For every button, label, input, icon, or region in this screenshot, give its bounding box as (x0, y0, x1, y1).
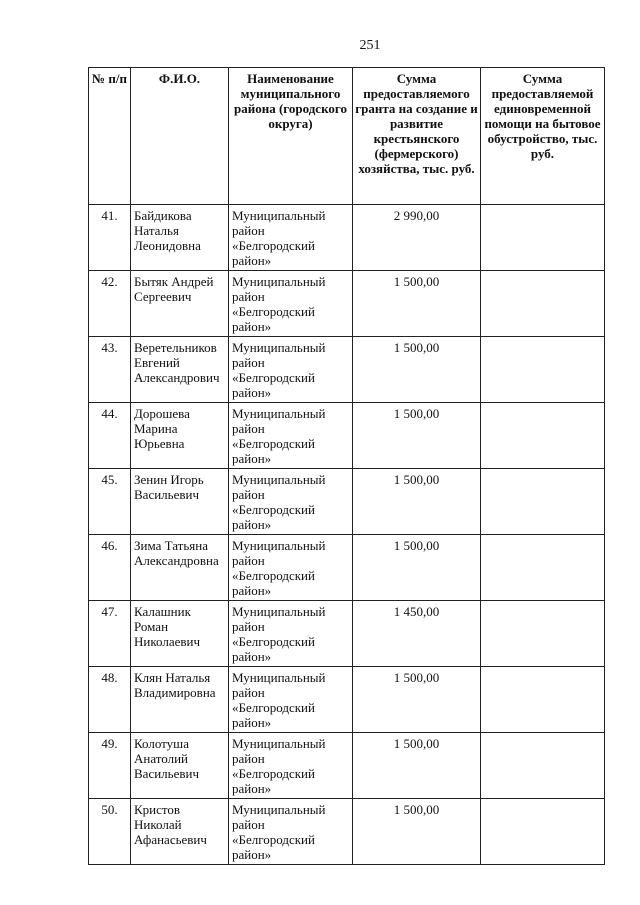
row-num-cell: 41. (89, 205, 131, 271)
row-grant-cell: 1 500,00 (353, 469, 481, 535)
row-district-cell: Муниципальный район «Белгородский район» (229, 271, 353, 337)
table-row (89, 205, 605, 271)
row-district-cell: Муниципальный район «Белгородский район» (229, 733, 353, 799)
row-aid-cell (481, 799, 605, 865)
row-district-cell: Муниципальный район «Белгородский район» (229, 601, 353, 667)
row-num-cell: 48. (89, 667, 131, 733)
table-row (89, 403, 605, 469)
header-grant: Сумма предоставляемого гранта на создание и развитие крестьянского (фермерского) хозяйства, тыс. руб. (353, 68, 481, 205)
header-fio: Ф.И.О. (131, 68, 229, 205)
row-grant-cell: 1 500,00 (353, 733, 481, 799)
table-row (89, 337, 605, 403)
row-fio-cell: Кристов Николай Афанасьевич (131, 799, 229, 865)
table-row (89, 535, 605, 601)
row-grant-cell: 1 450,00 (353, 601, 481, 667)
row-district-cell: Муниципальный район «Белгородский район» (229, 403, 353, 469)
grant-recipients-table (88, 67, 605, 865)
header-district: Наименование муниципального района (городского округа) (229, 68, 353, 205)
row-district-cell: Муниципальный район «Белгородский район» (229, 535, 353, 601)
row-aid-cell (481, 403, 605, 469)
row-num-cell: 42. (89, 271, 131, 337)
row-grant-cell: 1 500,00 (353, 337, 481, 403)
row-fio-cell: Колотуша Анатолий Васильевич (131, 733, 229, 799)
header-num: № п/п (89, 68, 131, 205)
row-aid-cell (481, 205, 605, 271)
row-num-cell: 44. (89, 403, 131, 469)
row-num-cell: 47. (89, 601, 131, 667)
row-grant-cell: 1 500,00 (353, 271, 481, 337)
header-aid: Сумма предоставляемой единовременной помощи на бытовое обустройство, тыс. руб. (481, 68, 605, 205)
row-aid-cell (481, 535, 605, 601)
row-fio-cell: Дорошева Марина Юрьевна (131, 403, 229, 469)
row-num-cell: 49. (89, 733, 131, 799)
row-num-cell: 46. (89, 535, 131, 601)
row-grant-cell: 1 500,00 (353, 535, 481, 601)
row-aid-cell (481, 271, 605, 337)
row-fio-cell: Калашник Роман Николаевич (131, 601, 229, 667)
table-header-row (89, 68, 605, 205)
row-district-cell: Муниципальный район «Белгородский район» (229, 799, 353, 865)
row-num-cell: 50. (89, 799, 131, 865)
row-grant-cell: 1 500,00 (353, 667, 481, 733)
row-district-cell: Муниципальный район «Белгородский район» (229, 337, 353, 403)
page-number: 251 (359, 38, 381, 53)
table-row (89, 601, 605, 667)
row-fio-cell: Байдикова Наталья Леонидовна (131, 205, 229, 271)
row-num-cell: 45. (89, 469, 131, 535)
row-grant-cell: 1 500,00 (353, 799, 481, 865)
row-fio-cell: Зима Татьяна Александровна (131, 535, 229, 601)
row-fio-cell: Клян Наталья Владимировна (131, 667, 229, 733)
table-row (89, 799, 605, 865)
row-aid-cell (481, 337, 605, 403)
row-aid-cell (481, 733, 605, 799)
row-num-cell: 43. (89, 337, 131, 403)
table-row (89, 733, 605, 799)
row-aid-cell (481, 667, 605, 733)
table-row (89, 667, 605, 733)
row-aid-cell (481, 469, 605, 535)
row-grant-cell: 2 990,00 (353, 205, 481, 271)
table-row (89, 469, 605, 535)
row-district-cell: Муниципальный район «Белгородский район» (229, 667, 353, 733)
row-fio-cell: Зенин Игорь Васильевич (131, 469, 229, 535)
row-fio-cell: Веретельников Евгений Александрович (131, 337, 229, 403)
row-district-cell: Муниципальный район «Белгородский район» (229, 205, 353, 271)
row-district-cell: Муниципальный район «Белгородский район» (229, 469, 353, 535)
table-row (89, 271, 605, 337)
row-fio-cell: Бытяк Андрей Сергеевич (131, 271, 229, 337)
row-aid-cell (481, 601, 605, 667)
row-grant-cell: 1 500,00 (353, 403, 481, 469)
